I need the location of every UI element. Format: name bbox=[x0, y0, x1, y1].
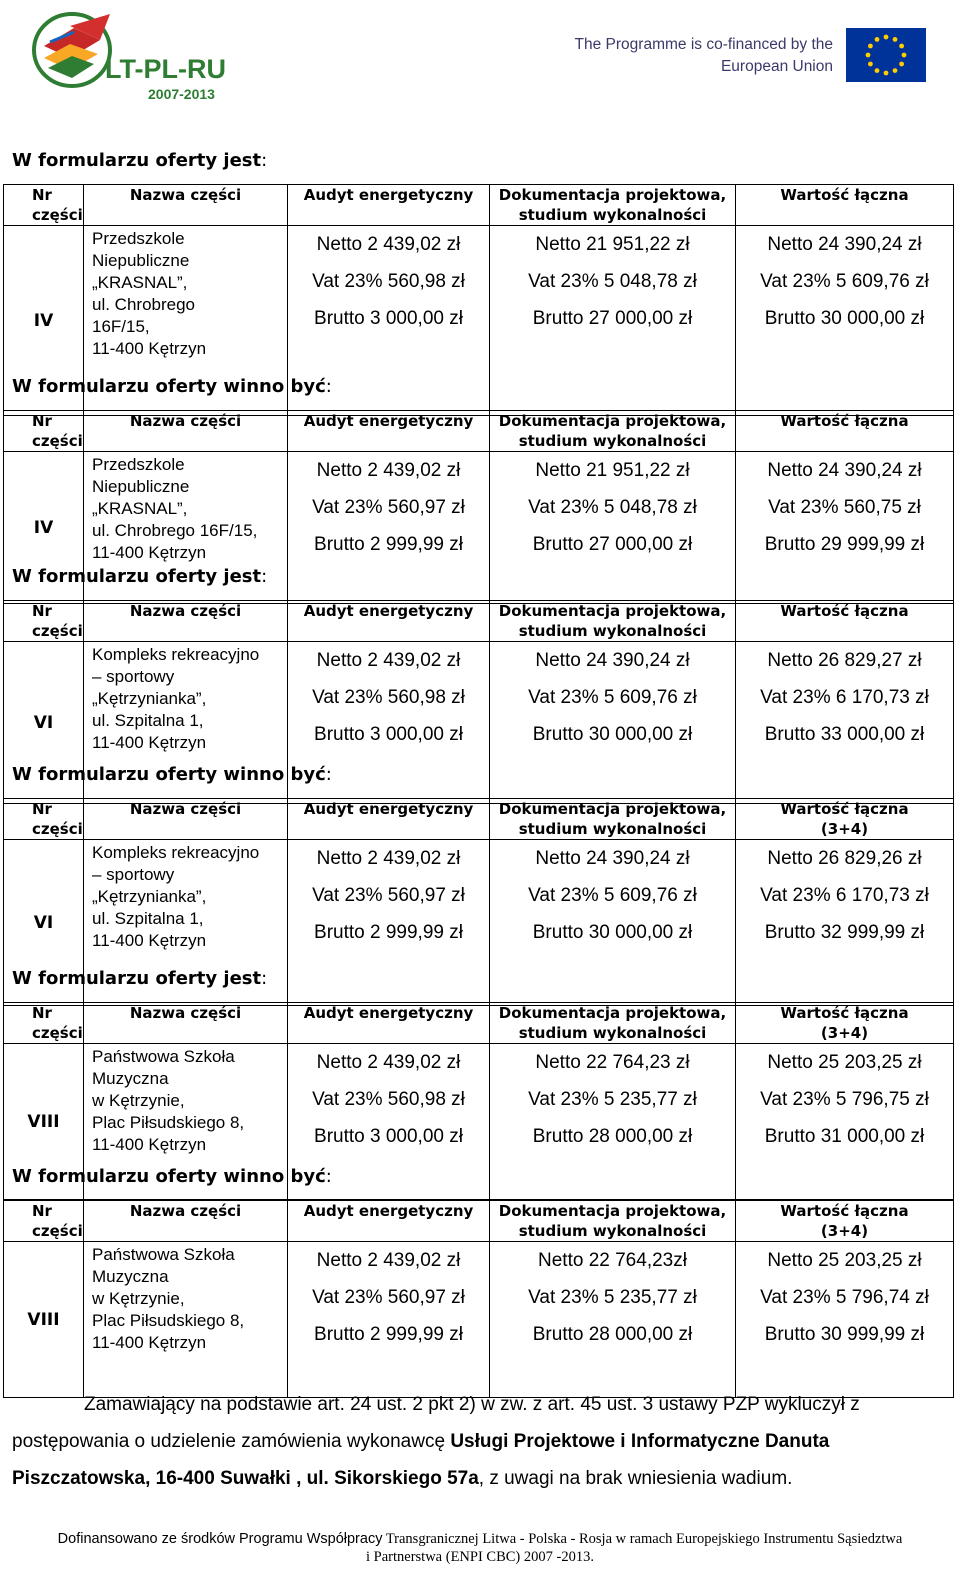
section-title-colon: : bbox=[325, 376, 332, 397]
header-audit bbox=[288, 411, 490, 452]
audit-value-line: Vat 23% 560,98 zł bbox=[312, 687, 465, 708]
footer-line1-a: Dofinansowano ze środków Programu Współpracy bbox=[57, 1531, 383, 1547]
table-header-row bbox=[4, 601, 954, 642]
total-values bbox=[736, 452, 954, 604]
part-number: VIII bbox=[4, 1044, 84, 1200]
part-name-line: 11-400 Kętrzyn bbox=[92, 1135, 207, 1154]
table-header-row bbox=[4, 411, 954, 452]
header-audit bbox=[288, 185, 490, 226]
header-nr-text: części bbox=[32, 432, 83, 450]
header-total-text: Wartość łączna bbox=[780, 1004, 909, 1022]
audit-value-line: Vat 23% 560,98 zł bbox=[312, 271, 465, 292]
header-doc-text: studium wykonalności bbox=[518, 820, 707, 838]
audit-value-line: Netto 2 439,02 zł bbox=[316, 460, 461, 481]
header-nr-text: Nr bbox=[32, 186, 52, 204]
section-title-text: W formularzu oferty winno być bbox=[12, 1166, 326, 1187]
section-title-colon: : bbox=[261, 968, 268, 989]
audit-values bbox=[288, 840, 490, 1006]
total-value-line: Netto 24 390,24 zł bbox=[767, 234, 922, 255]
header-total-text: Wartość łączna bbox=[780, 602, 909, 620]
doc-value-line: Netto 24 390,24 zł bbox=[535, 848, 690, 869]
part-name-line: Państwowa Szkoła bbox=[92, 1245, 235, 1264]
section-title bbox=[12, 968, 267, 989]
header-name bbox=[84, 411, 288, 452]
section-title bbox=[12, 566, 267, 587]
table-header-row bbox=[4, 799, 954, 840]
doc-value-line: Netto 22 764,23 zł bbox=[535, 1052, 690, 1073]
part-name-line: Kompleks rekreacyjno bbox=[92, 645, 260, 664]
total-value-line: Brutto 30 000,00 zł bbox=[764, 308, 925, 329]
doc-value-line: Brutto 28 000,00 zł bbox=[532, 1126, 693, 1147]
part-name-line: Plac Piłsudskiego 8, bbox=[92, 1113, 245, 1132]
footer-line2: i Partnerstwa (ENPI CBC) 2007 -2013. bbox=[366, 1549, 594, 1565]
section-title-colon: : bbox=[325, 1166, 332, 1187]
total-values bbox=[736, 642, 954, 804]
header-nr-text: Nr bbox=[32, 1202, 52, 1220]
eu-flag-icon bbox=[846, 28, 926, 82]
audit-value-line: Vat 23% 560,97 zł bbox=[312, 497, 465, 518]
total-value-line: Vat 23% 5 796,74 zł bbox=[760, 1287, 929, 1308]
header-doc-text: studium wykonalności bbox=[518, 1222, 707, 1240]
header-audit-text: Audyt energetyczny bbox=[303, 186, 474, 204]
doc-value-line: Brutto 30 000,00 zł bbox=[532, 724, 693, 745]
table-header-row bbox=[4, 1201, 954, 1242]
total-value-line: Netto 26 829,26 zł bbox=[767, 848, 922, 869]
header-total-text: (3+4) bbox=[820, 820, 869, 838]
part-name-line: „KRASNAL”, bbox=[92, 499, 188, 518]
header-audit-text: Audyt energetyczny bbox=[303, 412, 474, 430]
footer-line1-b: Transgranicznej Litwa - Polska - Rosja w ramach Europejskiego Instrumentu Sąsiedztwa bbox=[382, 1531, 903, 1547]
total-value-line: Brutto 29 999,99 zł bbox=[764, 534, 925, 555]
header-nr-text: części bbox=[32, 206, 83, 224]
doc-value-line: Vat 23% 5 609,76 zł bbox=[528, 687, 697, 708]
header-nr-text: części bbox=[32, 1024, 83, 1042]
header-audit bbox=[288, 601, 490, 642]
doc-value-line: Brutto 30 000,00 zł bbox=[532, 922, 693, 943]
total-value-line: Netto 25 203,25 zł bbox=[767, 1250, 922, 1271]
paragraph-bold-contractor: Usługi Projektowe i Informatyczne Danuta Piszczatowska, 16-400 Suwałki , ul. Sikorskiego 57a bbox=[12, 1431, 830, 1489]
audit-value-line: Vat 23% 560,97 zł bbox=[312, 885, 465, 906]
offer-table bbox=[3, 1200, 954, 1398]
header-nr-text: części bbox=[32, 1222, 83, 1240]
part-name-line: Muzyczna bbox=[92, 1069, 169, 1088]
header-audit-text: Audyt energetyczny bbox=[303, 1202, 474, 1220]
section-title-text: W formularzu oferty jest bbox=[12, 968, 262, 989]
header-name bbox=[84, 185, 288, 226]
header-doc-text: studium wykonalności bbox=[518, 206, 707, 224]
doc-value-line: Brutto 27 000,00 zł bbox=[532, 308, 693, 329]
total-values bbox=[736, 226, 954, 416]
part-number: VI bbox=[4, 840, 84, 1006]
header-doc-text: studium wykonalności bbox=[518, 1024, 707, 1042]
header-total bbox=[736, 411, 954, 452]
header-total-text: Wartość łączna bbox=[780, 1202, 909, 1220]
doc-value-line: Vat 23% 5 048,78 zł bbox=[528, 271, 697, 292]
section-title-text: W formularzu oferty jest bbox=[12, 566, 262, 587]
header-nr bbox=[4, 411, 84, 452]
header-name-text: Nazwa części bbox=[129, 1202, 242, 1220]
section-title-colon: : bbox=[325, 764, 332, 785]
audit-value-line: Brutto 3 000,00 zł bbox=[314, 724, 463, 745]
header-total bbox=[736, 799, 954, 840]
paragraph-end: , z uwagi na brak wniesienia wadium. bbox=[478, 1468, 793, 1489]
section-title bbox=[12, 1166, 332, 1187]
total-values bbox=[736, 840, 954, 1006]
total-value-line: Brutto 31 000,00 zł bbox=[764, 1126, 925, 1147]
total-value-line: Brutto 32 999,99 zł bbox=[764, 922, 925, 943]
section-title bbox=[12, 376, 332, 397]
part-name-line: ul. Szpitalna 1, bbox=[92, 909, 204, 928]
doc-value-line: Netto 22 764,23zł bbox=[538, 1250, 687, 1271]
part-name-line: – sportowy bbox=[92, 865, 175, 884]
exclusion-paragraph bbox=[12, 1386, 942, 1497]
header-total bbox=[736, 601, 954, 642]
part-name-line: „Kętrzynianka”, bbox=[92, 887, 207, 906]
part-name-line: – sportowy bbox=[92, 667, 175, 686]
footer-line1 bbox=[0, 1530, 960, 1548]
total-value-line: Netto 26 829,27 zł bbox=[767, 650, 922, 671]
header-total bbox=[736, 1201, 954, 1242]
header-doc bbox=[490, 799, 736, 840]
header-doc-text: Dokumentacja projektowa, bbox=[498, 602, 727, 620]
header-name-text: Nazwa części bbox=[129, 602, 242, 620]
header-total-text: Wartość łączna bbox=[780, 186, 909, 204]
header-total-text: Wartość łączna bbox=[780, 800, 909, 818]
header-doc-text: Dokumentacja projektowa, bbox=[498, 412, 727, 430]
logo-years: 2007-2013 bbox=[148, 86, 215, 102]
header-name-text: Nazwa części bbox=[129, 412, 242, 430]
total-value-line: Vat 23% 5 796,75 zł bbox=[760, 1089, 929, 1110]
total-values bbox=[736, 1242, 954, 1398]
logo-name: LT-PL-RU bbox=[105, 54, 226, 84]
header-nr bbox=[4, 601, 84, 642]
doc-values bbox=[490, 1242, 736, 1398]
header-audit bbox=[288, 1201, 490, 1242]
part-name-line: 16F/15, bbox=[92, 317, 150, 336]
doc-value-line: Vat 23% 5 235,77 zł bbox=[528, 1089, 697, 1110]
section-title-text: W formularzu oferty jest bbox=[12, 150, 262, 171]
total-value-line: Netto 25 203,25 zł bbox=[767, 1052, 922, 1073]
part-name-line: w Kętrzynie, bbox=[92, 1289, 185, 1308]
header-doc-text: Dokumentacja projektowa, bbox=[498, 1202, 727, 1220]
doc-value-line: Netto 24 390,24 zł bbox=[535, 650, 690, 671]
part-name-line: ul. Chrobrego 16F/15, bbox=[92, 521, 258, 540]
part-name-line: ul. Szpitalna 1, bbox=[92, 711, 204, 730]
section-title-colon: : bbox=[261, 150, 268, 171]
part-number: IV bbox=[4, 226, 84, 416]
doc-values bbox=[490, 452, 736, 604]
part-name-line: Muzyczna bbox=[92, 1267, 169, 1286]
total-value-line: Brutto 30 999,99 zł bbox=[764, 1324, 925, 1345]
audit-values bbox=[288, 1242, 490, 1398]
part-name-line: 11-400 Kętrzyn bbox=[92, 339, 207, 358]
audit-value-line: Netto 2 439,02 zł bbox=[316, 1052, 461, 1073]
doc-values bbox=[490, 226, 736, 416]
audit-value-line: Brutto 2 999,99 zł bbox=[314, 922, 463, 943]
header-nr-text: części bbox=[32, 820, 83, 838]
header-doc bbox=[490, 185, 736, 226]
audit-value-line: Vat 23% 560,98 zł bbox=[312, 1089, 465, 1110]
total-value-line: Brutto 33 000,00 zł bbox=[764, 724, 925, 745]
header-total-text: Wartość łączna bbox=[780, 412, 909, 430]
header-audit-text: Audyt energetyczny bbox=[303, 1004, 474, 1022]
doc-value-line: Brutto 28 000,00 zł bbox=[532, 1324, 693, 1345]
part-name-line: „Kętrzynianka”, bbox=[92, 689, 207, 708]
header-audit-text: Audyt energetyczny bbox=[303, 602, 474, 620]
total-value-line: Vat 23% 6 170,73 zł bbox=[760, 687, 929, 708]
doc-value-line: Vat 23% 5 048,78 zł bbox=[528, 497, 697, 518]
header-name bbox=[84, 799, 288, 840]
header-name-text: Nazwa części bbox=[129, 186, 242, 204]
audit-value-line: Vat 23% 560,97 zł bbox=[312, 1287, 465, 1308]
audit-value-line: Netto 2 439,02 zł bbox=[316, 650, 461, 671]
header-name-text: Nazwa części bbox=[129, 1004, 242, 1022]
audit-value-line: Netto 2 439,02 zł bbox=[316, 848, 461, 869]
total-values bbox=[736, 1044, 954, 1200]
header-nr-text: Nr bbox=[32, 1004, 52, 1022]
header-audit bbox=[288, 799, 490, 840]
doc-value-line: Netto 21 951,22 zł bbox=[535, 234, 690, 255]
part-name-line: 11-400 Kętrzyn bbox=[92, 543, 207, 562]
lt-pl-ru-logo bbox=[30, 6, 230, 102]
doc-value-line: Netto 21 951,22 zł bbox=[535, 460, 690, 481]
part-name-line: Przedszkole bbox=[92, 455, 185, 474]
header-total bbox=[736, 1003, 954, 1044]
doc-value-line: Vat 23% 5 609,76 zł bbox=[528, 885, 697, 906]
header-total bbox=[736, 185, 954, 226]
header-nr-text: Nr bbox=[32, 602, 52, 620]
part-number: VI bbox=[4, 642, 84, 804]
part-name-line: „KRASNAL”, bbox=[92, 273, 188, 292]
header-doc-text: Dokumentacja projektowa, bbox=[498, 1004, 727, 1022]
header-total-text: (3+4) bbox=[820, 1024, 869, 1042]
header-nr-text: części bbox=[32, 622, 83, 640]
part-name-line: 11-400 Kętrzyn bbox=[92, 931, 207, 950]
doc-values bbox=[490, 1044, 736, 1200]
header-nr bbox=[4, 185, 84, 226]
header-name bbox=[84, 1003, 288, 1044]
header-audit-text: Audyt energetyczny bbox=[303, 800, 474, 818]
header-doc-text: studium wykonalności bbox=[518, 622, 707, 640]
header-nr bbox=[4, 1003, 84, 1044]
part-name-line: Niepubliczne bbox=[92, 477, 190, 496]
doc-values bbox=[490, 642, 736, 804]
doc-value-line: Vat 23% 5 235,77 zł bbox=[528, 1287, 697, 1308]
eu-text-line1: The Programme is co-financed by the bbox=[574, 36, 833, 53]
header-name bbox=[84, 1201, 288, 1242]
doc-values bbox=[490, 840, 736, 1006]
section-title-text: W formularzu oferty winno być bbox=[12, 764, 326, 785]
part-name-line: Przedszkole bbox=[92, 229, 185, 248]
audit-value-line: Brutto 3 000,00 zł bbox=[314, 308, 463, 329]
part-name-line: Kompleks rekreacyjno bbox=[92, 843, 260, 862]
header-doc-text: studium wykonalności bbox=[518, 432, 707, 450]
section-title-colon: : bbox=[261, 566, 268, 587]
header-doc-text: Dokumentacja projektowa, bbox=[498, 186, 727, 204]
audit-value-line: Brutto 2 999,99 zł bbox=[314, 534, 463, 555]
paragraph-text: Zamawiający na podstawie art. 24 ust. 2 pkt 2) w zw. z art. 45 ust. 3 ustawy PZP wykluczył z postępowania o udzielenie zamówienia wykonawcę bbox=[12, 1394, 860, 1452]
header-doc bbox=[490, 411, 736, 452]
eu-cofinancing-text bbox=[553, 34, 833, 78]
part-number: VIII bbox=[4, 1242, 84, 1398]
header-name bbox=[84, 601, 288, 642]
table-header-row bbox=[4, 185, 954, 226]
header-nr-text: Nr bbox=[32, 800, 52, 818]
audit-value-line: Netto 2 439,02 zł bbox=[316, 234, 461, 255]
table-header-row bbox=[4, 1003, 954, 1044]
audit-values bbox=[288, 452, 490, 604]
header-nr bbox=[4, 799, 84, 840]
section-title bbox=[12, 150, 267, 171]
header-doc bbox=[490, 601, 736, 642]
header-nr bbox=[4, 1201, 84, 1242]
header-audit bbox=[288, 1003, 490, 1044]
header-nr-text: Nr bbox=[32, 412, 52, 430]
header-doc bbox=[490, 1201, 736, 1242]
page-header bbox=[0, 0, 960, 110]
header-doc-text: Dokumentacja projektowa, bbox=[498, 800, 727, 818]
page-footer bbox=[0, 1530, 960, 1566]
audit-value-line: Brutto 2 999,99 zł bbox=[314, 1324, 463, 1345]
table-row bbox=[4, 1242, 954, 1398]
audit-value-line: Brutto 3 000,00 zł bbox=[314, 1126, 463, 1147]
doc-value-line: Brutto 27 000,00 zł bbox=[532, 534, 693, 555]
total-value-line: Netto 24 390,24 zł bbox=[767, 460, 922, 481]
part-name-line: 11-400 Kętrzyn bbox=[92, 733, 207, 752]
part-name bbox=[84, 1242, 288, 1398]
total-value-line: Vat 23% 5 609,76 zł bbox=[760, 271, 929, 292]
header-total-text: (3+4) bbox=[820, 1222, 869, 1240]
part-name-line: Plac Piłsudskiego 8, bbox=[92, 1311, 245, 1330]
total-value-line: Vat 23% 6 170,73 zł bbox=[760, 885, 929, 906]
eu-text-line2: European Union bbox=[720, 58, 833, 75]
part-name-line: Niepubliczne bbox=[92, 251, 190, 270]
part-name-line: 11-400 Kętrzyn bbox=[92, 1333, 207, 1352]
header-doc bbox=[490, 1003, 736, 1044]
header-name-text: Nazwa części bbox=[129, 800, 242, 818]
section-title-text: W formularzu oferty winno być bbox=[12, 376, 326, 397]
part-name-line: w Kętrzynie, bbox=[92, 1091, 185, 1110]
total-value-line: Vat 23% 560,75 zł bbox=[768, 497, 921, 518]
audit-value-line: Netto 2 439,02 zł bbox=[316, 1250, 461, 1271]
part-name-line: Państwowa Szkoła bbox=[92, 1047, 235, 1066]
section-title bbox=[12, 764, 332, 785]
part-number: IV bbox=[4, 452, 84, 604]
part-name-line: ul. Chrobrego bbox=[92, 295, 196, 314]
